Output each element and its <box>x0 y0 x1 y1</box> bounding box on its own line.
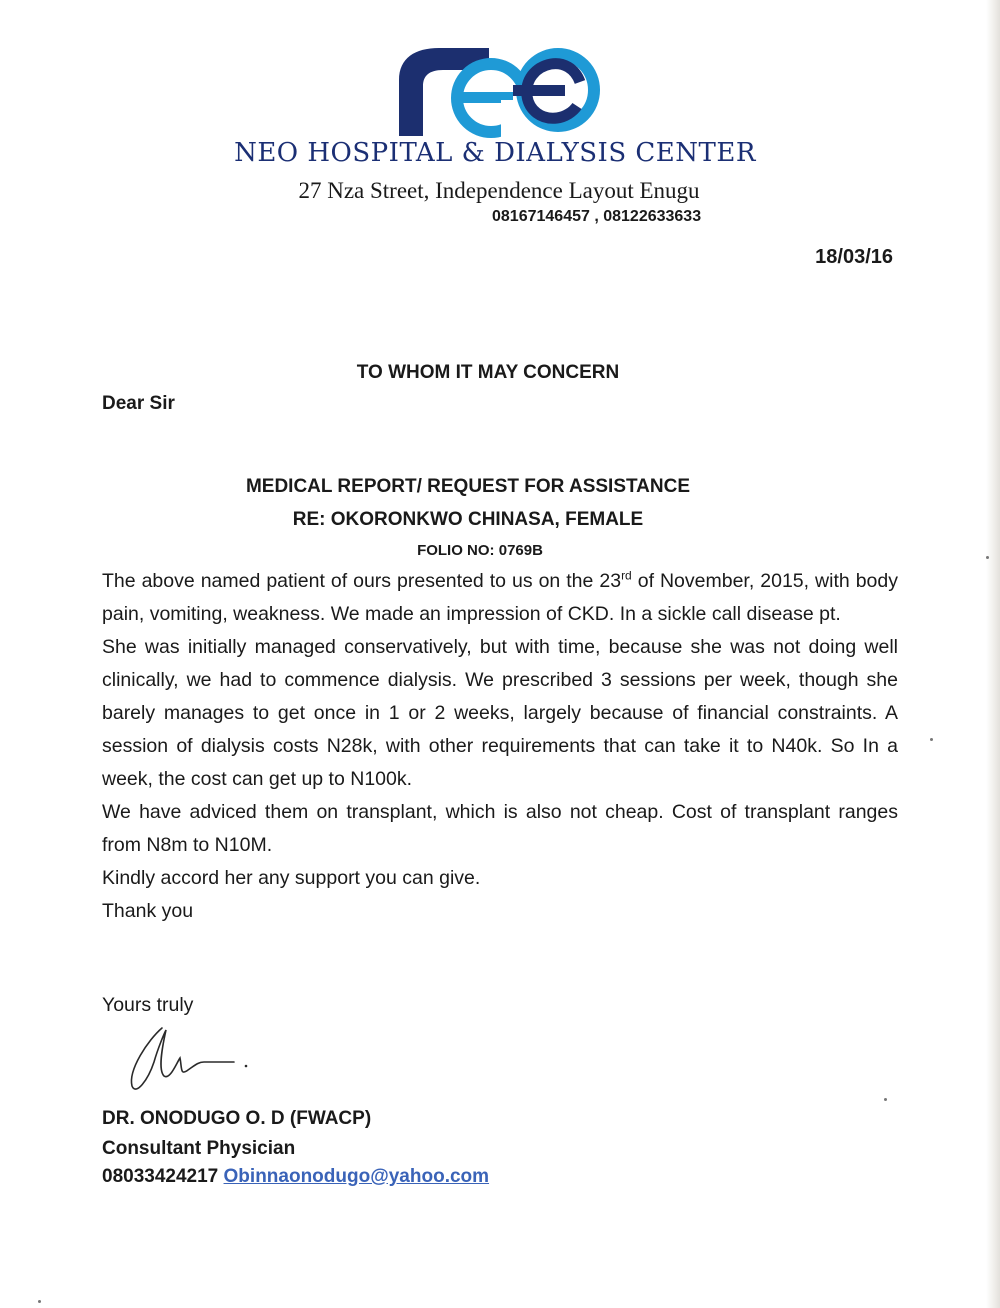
email-link[interactable]: Obinnaonodugo@yahoo.com <box>223 1166 490 1187</box>
letter-date: 18/03/16 <box>815 246 893 268</box>
body-paragraph: Thank you <box>102 900 194 922</box>
signatory-title: Consultant Physician <box>102 1138 296 1159</box>
hospital-name: NEO HOSPITAL & DIALYSIS CENTER <box>234 138 756 168</box>
closing: Yours truly <box>102 994 194 1016</box>
neo-logo <box>393 40 607 140</box>
ordinal-suffix: rd <box>621 568 632 583</box>
letter-body <box>102 565 898 928</box>
body-p1-start: The above named patient of ours presented to us on the 23 <box>102 570 622 592</box>
scan-speck <box>930 738 933 741</box>
scan-speck <box>38 1300 41 1303</box>
body-paragraph: We have adviced them on transplant, which is also not cheap. Cost of transplant ranges from N8m to N10M. <box>102 801 898 856</box>
subject-patient: RE: OKORONKWO CHINASA, FEMALE <box>292 509 644 530</box>
body-paragraph: Kindly accord her any support you can give. <box>102 867 481 889</box>
folio-number: FOLIO NO: 0769B <box>417 542 543 559</box>
letter-heading: TO WHOM IT MAY CONCERN <box>356 362 620 383</box>
body-p1-end: of November, 2015, with body pain, vomiting, weakness. We made an impression of CKD. In a sickle call disease pt. <box>102 570 898 625</box>
signatory-phone: 08033424217 <box>102 1166 219 1187</box>
signatory-contact <box>102 1166 489 1188</box>
scan-speck <box>986 556 989 559</box>
handwritten-signature <box>118 1018 258 1098</box>
body-paragraph: She was initially managed conservatively, but with time, because she was not doing well clinically, we had to commence dialysis. We prescribed 3 sessions per week, though she barely manages to get once in 1 or 2 weeks, largely because of financial constraints. A session of dialysis costs N28k, with other requirements that can take it to N40k. So In a week, the cost can get up to N100k. <box>102 636 898 790</box>
hospital-phones: 08167146457 , 08122633633 <box>492 208 702 225</box>
body-paragraph <box>102 565 898 631</box>
signatory-name: DR. ONODUGO O. D (FWACP) <box>102 1108 372 1129</box>
scan-speck <box>884 1098 887 1101</box>
subject-title: MEDICAL REPORT/ REQUEST FOR ASSISTANCE <box>245 476 691 497</box>
salutation: Dear Sir <box>102 393 175 414</box>
hospital-address: 27 Nza Street, Independence Layout Enugu <box>298 178 700 203</box>
